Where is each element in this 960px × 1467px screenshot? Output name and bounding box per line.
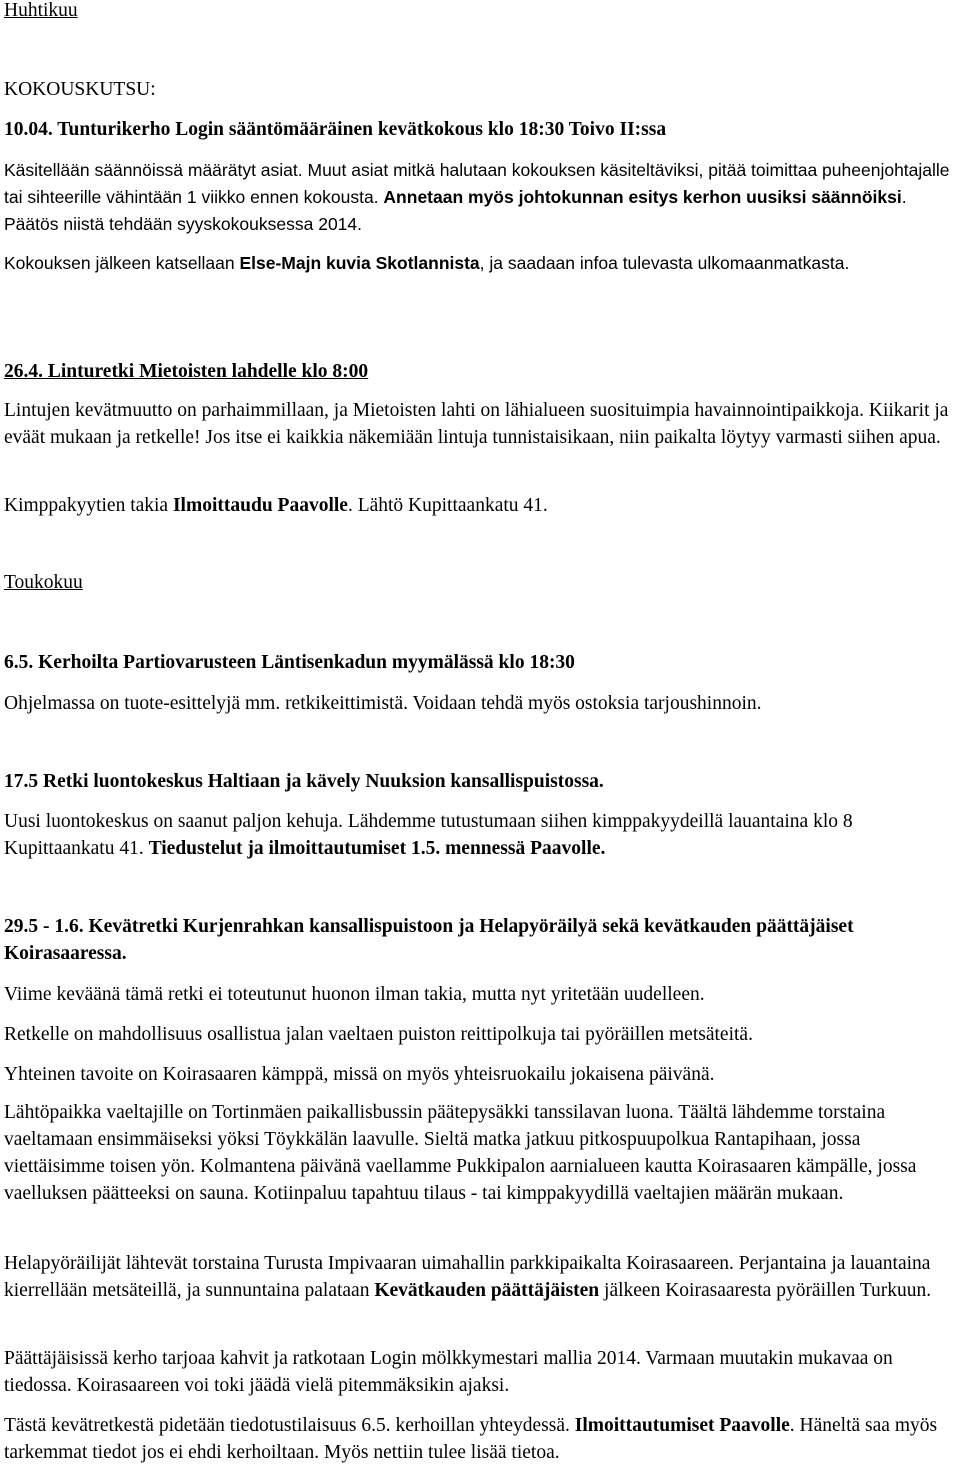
event-paragraph-helapyoraily: Helapyöräilijät lähtevät torstaina Turusta Impivaaran uimahallin parkkipaikalta Koirasaareen. Perjantaina ja lauantaina kierrellään metsäteillä, ja sunnuntaina palataan Kevätkauden päättäjäisten jälkeen Koirasaaresta pyöräillen Turkuun. — [4, 1253, 932, 1301]
event-paragraph-lahtopaikka: Lähtöpaikka vaeltajille on Tortinmäen paikallisbussin päätepysäkki tanssilavan luona. Täältä lähdemme torstaina vaeltamaan ensimmäiseksi yöksi Töykkälän laavulle. Sieltä matka jatkuu pitkospuupolkua Rantapihaan, jossa viettäisimme toisen yön. Kolmantena päivänä vaellamme Pukkipalon aarnialueen kautta Koirasaaren kämpälle, jossa vaelluksen päätteeksi on sauna. Kotiinpaluu tapahtuu tilaus - tai kimppakyydillä vaeltajien määrän mukaan. — [4, 1102, 917, 1204]
event-paragraph-kokous: Käsitellään säännöissä määrätyt asiat. Muut asiat mitkä halutaan kokouksen käsiteltäviksi, pitää toimittaa puheenjohtajalle tai sihteerille vähintään 1 viikko ennen kokousta. Annetaan myös johtokunnan esitys kerhon uusiksi säännöiksi. Päätös niistä tehdään syyskokouksessa 2014. — [4, 160, 950, 234]
event-paragraph-kimppakyydit: Kimppakyytien takia Ilmoittaudu Paavolle. Lähtö Kupittaankatu 41. — [4, 495, 548, 516]
event-paragraph-else-majn: Kokouksen jälkeen katsellaan Else-Majn kuvia Skotlannista, ja saadaan infoa tulevasta ulkomaanmatkasta. — [4, 253, 850, 273]
event-title-10-04: 10.04. Tunturikerho Login sääntömääräinen kevätkokous klo 18:30 Toivo II:ssa — [4, 119, 667, 140]
event-title-29-5: 29.5 - 1.6. Kevätretki Kurjenrahkan kansallispuistoon ja Helapyöräilyä sekä kevätkauden päättäjäiset Koirasaaressa. — [4, 916, 854, 964]
event-paragraph-paattajaiset: Päättäjäisissä kerho tarjoaa kahvit ja ratkotaan Login mölkkymestari mallia 2014. Varmaan muutakin mukavaa on tiedossa. Koirasaareen voi toki jäädä vielä pitemmäksikin ajaksi. — [4, 1348, 893, 1396]
event-paragraph-kerhoilta: Ohjelmassa on tuote-esittelyjä mm. retkikeittimistä. Voidaan tehdä myös ostoksia tarjoushinnoin. — [4, 693, 762, 714]
event-title-26-4: 26.4. Linturetki Mietoisten lahdelle klo 8:00 — [4, 361, 369, 382]
event-title-6-5: 6.5. Kerhoilta Partiovarusteen Läntisenkadun myymälässä klo 18:30 — [4, 652, 575, 673]
event-paragraph-tiedotustilaisuus: Tästä kevätretkestä pidetään tiedotustilaisuus 6.5. kerhoillan yhteydessä. Ilmoittautumiset Paavolle. Häneltä saa myös tarkemmat tiedot jos ei ehdi kerhoiltaan. Myös nettiin tulee lisää tietoa. — [4, 1415, 938, 1463]
event-paragraph-retkelle: Retkelle on mahdollisuus osallistua jalan vaeltaen puiston reittipolkuja tai pyöräillen metsäteitä. — [4, 1024, 753, 1045]
month-heading-huhtikuu: Huhtikuu — [4, 0, 78, 21]
event-paragraph-haltia: Uusi luontokeskus on saanut paljon kehuja. Lähdemme tutustumaan siihen kimppakyydeillä lauantaina klo 8 Kupittaankatu 41. Tiedustelut ja ilmoittautumiset 1.5. mennessä Paavolle. — [4, 811, 853, 859]
event-paragraph-linturetki: Lintujen kevätmuutto on parhaimmillaan, ja Mietoisten lahti on lähialueen suosituimpia havainnointipaikkoja. Kiikarit ja eväät mukaan ja retkelle! Jos itse ei kaikkia näkemiään lintuja tunnistaisikaan, niin paikalta löytyy varmasti siihen apua. — [4, 400, 949, 448]
month-heading-toukokuu: Toukokuu — [4, 572, 83, 593]
event-paragraph-yhteinen-tavoite: Yhteinen tavoite on Koirasaaren kämppä, missä on myös yhteisruokailu jokaisena päivänä. — [4, 1064, 715, 1085]
event-title-17-5: 17.5 Retki luontokeskus Haltiaan ja kävely Nuuksion kansallispuistossa. — [4, 771, 604, 792]
kokouskutsu-heading: KOKOUSKUTSU: — [4, 79, 156, 100]
event-paragraph-viime-kevaana: Viime keväänä tämä retki ei toteutunut huonon ilman takia, mutta nyt yritetään uudelleen. — [4, 984, 705, 1005]
